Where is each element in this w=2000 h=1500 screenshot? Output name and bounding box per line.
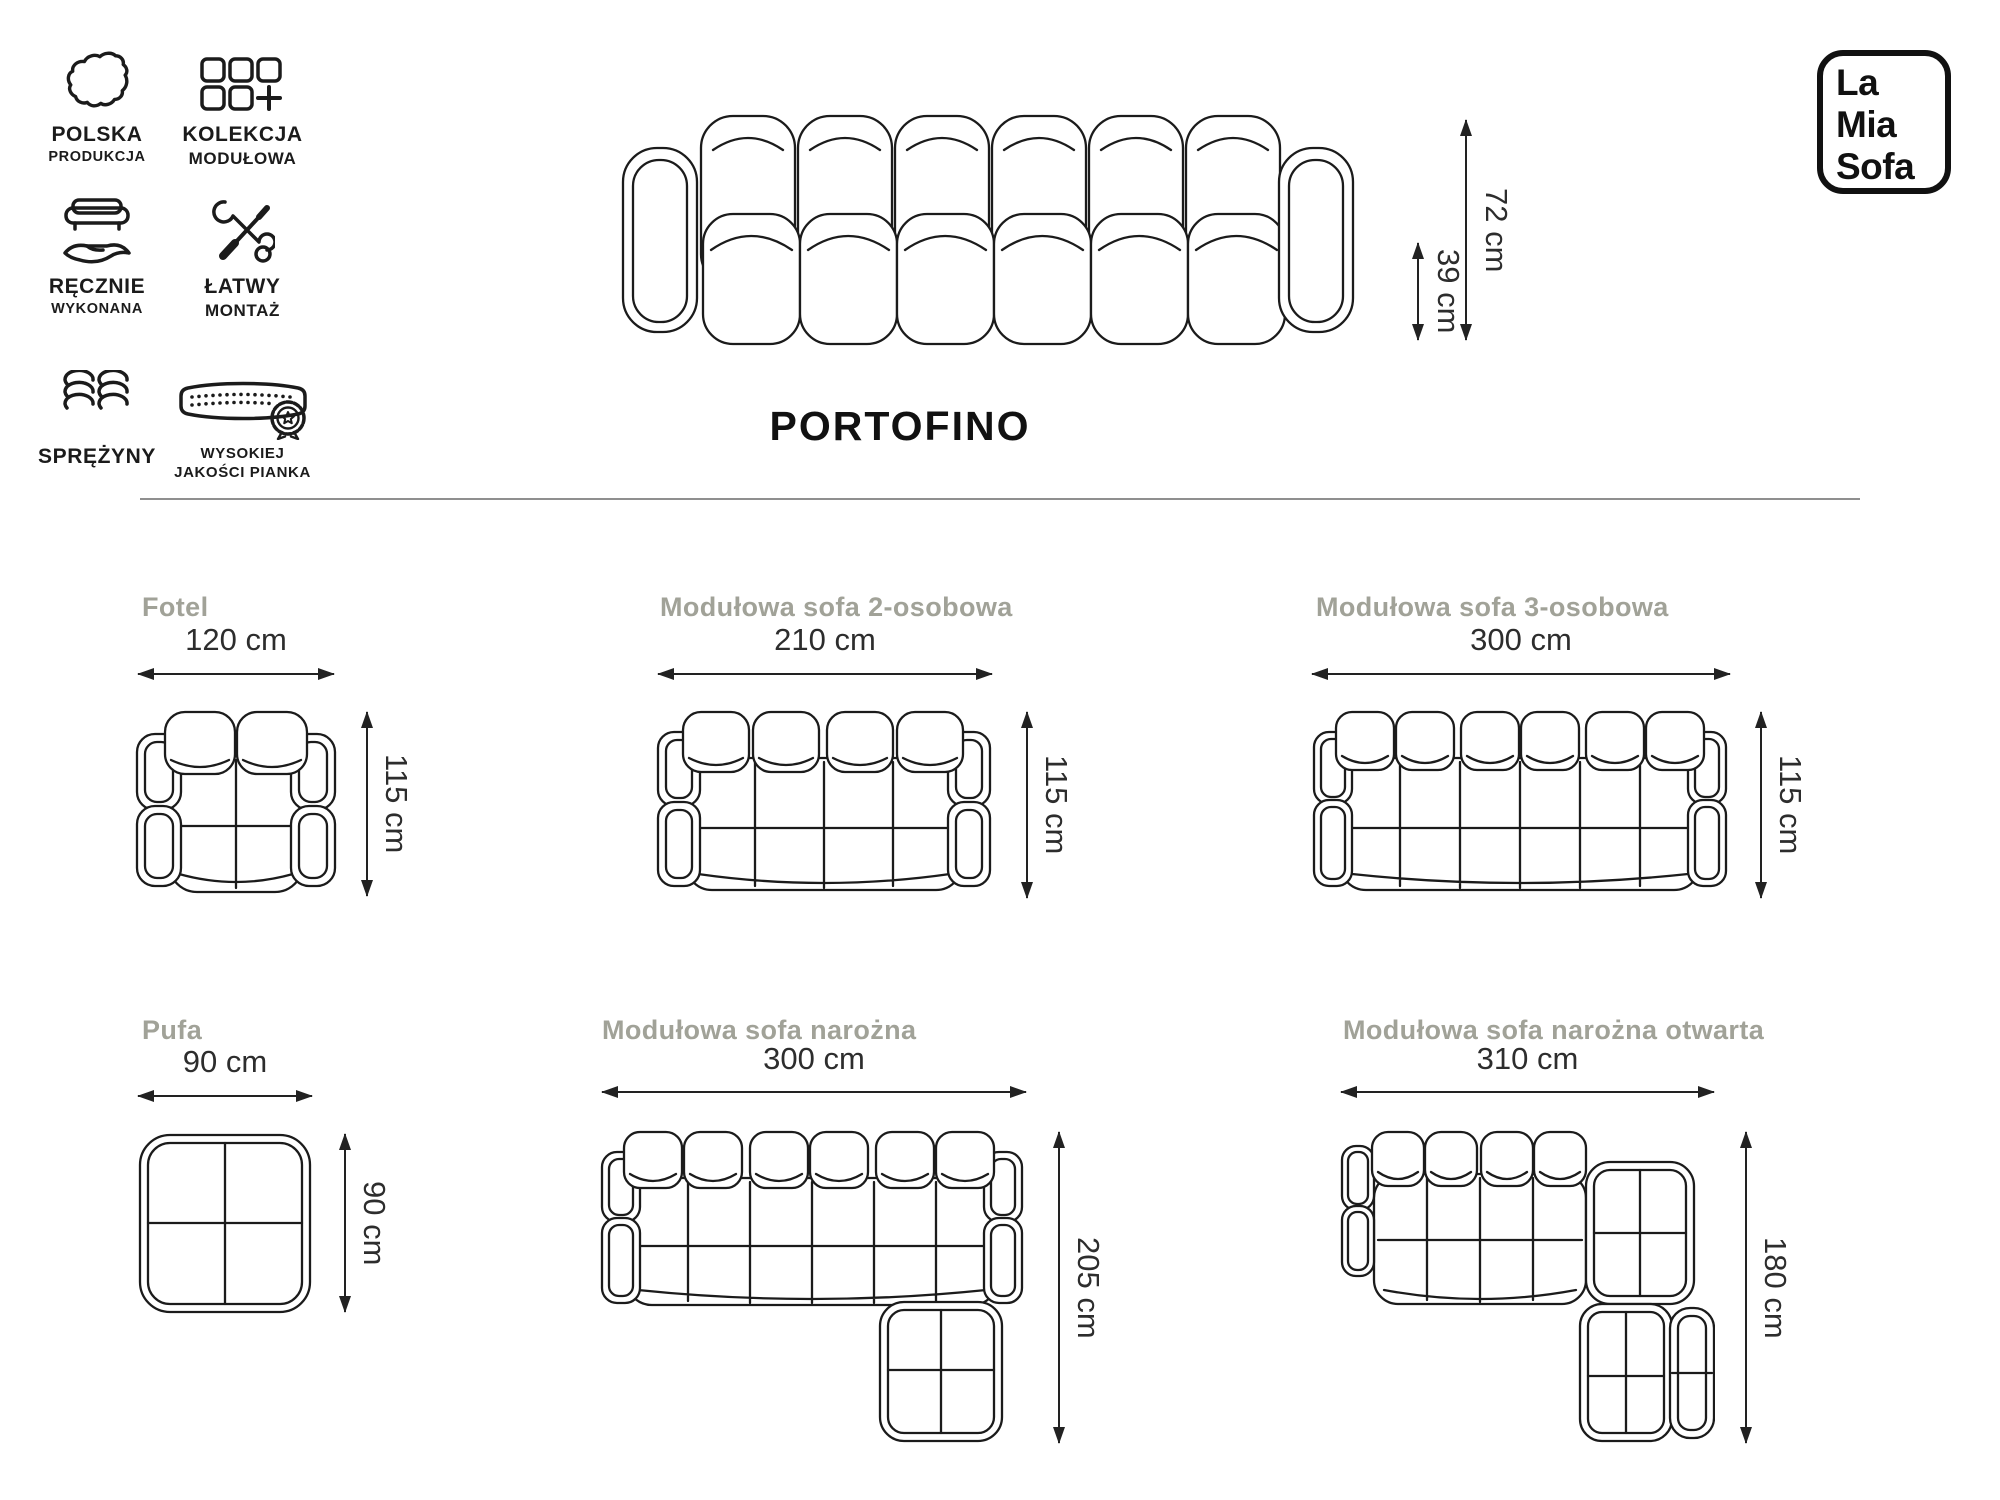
badge-label: POLSKA	[51, 123, 143, 146]
fotel-depth-dimension	[378, 712, 418, 896]
logo-line: Sofa	[1836, 146, 1915, 188]
modular-collection-icon	[165, 38, 320, 118]
variant-title-pufa: Pufa	[142, 1015, 203, 1045]
otwarta-depth-dimension	[1757, 1132, 1797, 1443]
poland-map-icon	[22, 38, 172, 118]
badge-sublabel: JAKOŚCI PIANKA	[174, 464, 311, 481]
total-height-dimension	[1478, 120, 1518, 340]
badge-modular-collection	[165, 38, 320, 169]
sofa3-depth-dimension	[1772, 712, 1812, 898]
badge-label: RĘCZNIE	[48, 275, 146, 298]
otwarta-depth-arrow	[1745, 1132, 1747, 1443]
variant-title-otwarta: Modułowa sofa narożna otwarta	[1343, 1015, 1765, 1045]
pufa-top-view-drawing	[137, 1132, 313, 1315]
handmade-icon	[22, 190, 172, 270]
badge-sublabel: WYKONANA	[51, 301, 143, 317]
badge-springs	[22, 360, 172, 471]
narozna-depth-dimension	[1070, 1132, 1110, 1443]
sofa3-width-label: 300 cm	[1470, 622, 1572, 657]
fotel-top-view-drawing	[135, 710, 337, 898]
variant-title-narozna: Modułowa sofa narożna	[602, 1015, 917, 1045]
seat-height-dimension	[1430, 243, 1470, 340]
foam-quality-icon	[160, 360, 325, 440]
variant-title-fotel: Fotel	[142, 592, 209, 622]
variant-title-sofa3: Modułowa sofa 3-osobowa	[1316, 592, 1669, 622]
fotel-depth-arrow	[366, 712, 368, 896]
otwarta-depth-label: 180 cm	[1758, 1236, 1793, 1339]
seat-height-arrow	[1417, 243, 1419, 340]
product-name: PORTOFINO	[769, 403, 1031, 449]
otwarta-top-view-drawing	[1340, 1130, 1715, 1443]
narozna-width-arrow	[602, 1091, 1026, 1093]
sofa3-depth-arrow	[1760, 712, 1762, 898]
sofa2-depth-arrow	[1026, 712, 1028, 898]
badge-label: KOLEKCJA	[182, 123, 303, 146]
badge-sublabel: MONTAŻ	[204, 301, 281, 320]
sofa3-width-arrow	[1312, 673, 1730, 675]
pufa-depth-dimension	[356, 1134, 396, 1312]
badge-label: ŁATWY	[204, 275, 281, 298]
sofa3-top-view-drawing	[1312, 710, 1728, 900]
badge-foam	[160, 360, 325, 481]
sofa2-top-view-drawing	[656, 710, 992, 900]
pufa-width-arrow	[138, 1095, 312, 1097]
easy-assembly-icon	[165, 190, 320, 270]
fotel-width-label: 120 cm	[185, 622, 287, 657]
pufa-depth-arrow	[344, 1134, 346, 1312]
fotel-width-arrow	[138, 673, 334, 675]
badge-handmade	[22, 190, 172, 317]
pufa-depth-label: 90 cm	[357, 1180, 392, 1266]
pufa-width-label: 90 cm	[182, 1044, 268, 1079]
badge-sublabel: MODUŁOWA	[188, 149, 297, 168]
otwarta-width-arrow	[1341, 1091, 1714, 1093]
badge-label: WYSOKIEJ	[200, 445, 285, 462]
sofa2-width-arrow	[658, 673, 992, 675]
total-height-label: 72 cm	[1479, 187, 1514, 273]
seat-height-label: 39 cm	[1431, 249, 1466, 334]
sofa3-depth-label: 115 cm	[1773, 755, 1808, 855]
narozna-width-label: 300 cm	[763, 1041, 865, 1076]
section-divider	[140, 498, 1860, 500]
narozna-top-view-drawing	[600, 1130, 1024, 1443]
la-mia-sofa-logo	[1817, 50, 1951, 194]
badge-sublabel: PRODUKCJA	[48, 149, 146, 165]
otwarta-width-label: 310 cm	[1476, 1041, 1579, 1076]
variant-title-sofa2: Modułowa sofa 2-osobowa	[660, 592, 1013, 622]
badge-easy-assembly	[165, 190, 320, 321]
sofa2-depth-label: 115 cm	[1039, 755, 1074, 855]
narozna-depth-arrow	[1058, 1132, 1060, 1443]
sofa-front-view-drawing	[613, 88, 1363, 350]
logo-line: Mia	[1836, 104, 1897, 146]
fotel-depth-label: 115 cm	[379, 754, 414, 854]
sofa2-width-label: 210 cm	[774, 622, 876, 657]
narozna-depth-label: 205 cm	[1071, 1236, 1106, 1339]
springs-icon	[22, 360, 172, 440]
badge-label: SPRĘŻYNY	[38, 445, 156, 468]
logo-line: La	[1836, 62, 1879, 103]
sofa2-depth-dimension	[1038, 712, 1078, 898]
badge-poland	[22, 38, 172, 165]
